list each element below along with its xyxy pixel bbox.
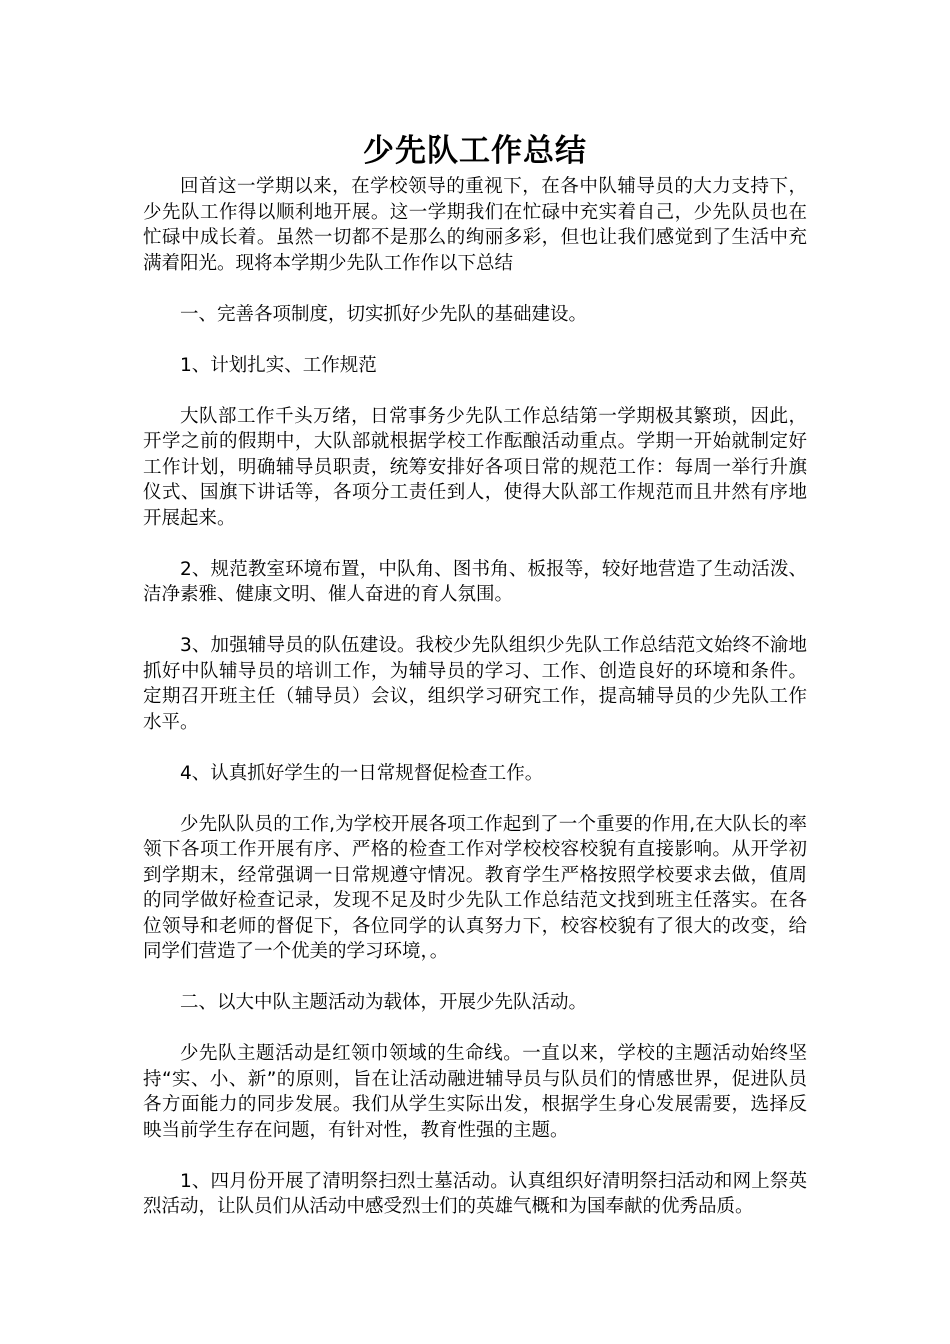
paragraph-spacer [143, 735, 807, 761]
section-heading-2: 二、以大中队主题活动为载体，开展少先队活动。 [180, 992, 588, 1013]
paragraph-spacer [143, 1016, 807, 1042]
section-heading-1: 一、完善各项制度，切实抓好少先队的基础建设。 [180, 303, 588, 325]
paragraph-intro: 回首这一学期以来，在学校领导的重视下，在各中队辅导员的大力支持下，少先队工作得以顺利地开展。这一学期我们在忙碌中充实着自己，少先队员也在忙碌中成长着。虽然一切都不是那么的绚丽多彩，但也让我们感觉到了生活中充满着阳光。现将本学期少先队工作作以下总结 [143, 176, 807, 274]
paragraph-spacer [143, 786, 807, 812]
paragraph-inspection: 少先队队员的工作,为学校开展各项工作起到了一个重要的作用,在大队长的率领下各项工作开展有序、严格的检查工作对学校校容校貌有直接影响。从开学初到学期末，经常强调一日常规遵守情况。教育学生严格按照学校要求去做，值周的同学做好检查记录，发现不足及时少先队工作总结范文找到班主任落实。在各位领导和老师的督促下，各位同学的认真努力下，校容校貌有了很大的改变，给同学们营造了一个优美的学习环境，。 [143, 813, 807, 962]
subheading-1-1: 1、计划扎实、工作规范 [180, 354, 377, 376]
paragraph-counselors: 3、加强辅导员的队伍建设。我校少先队组织少先队工作总结范文始终不渝地抓好中队辅导员的培训工作，为辅导员的学习、工作、创造良好的环境和条件。定期召开班主任（辅导员）会议，组织学习研究工作，提高辅导员的少先队工作水平。 [143, 635, 807, 733]
paragraph-spacer [143, 276, 807, 302]
paragraph-brigade-work: 大队部工作千头万绪，日常事务少先队工作总结第一学期极其繁琐，因此，开学之前的假期中，大队部就根据学校工作酝酿活动重点。学期一开始就制定好工作计划，明确辅导员职责，统筹安排好各项日常的规范工作：每周一举行升旗仪式、国旗下讲话等，各项分工责任到人，使得大队部工作规范而且井然有序地开展起来。 [143, 405, 807, 529]
paragraph-spacer [143, 378, 807, 404]
paragraph-spacer [143, 965, 807, 991]
paragraph-theme-activities: 少先队主题活动是红领巾领域的生命线。一直以来，学校的主题活动始终坚持“实、小、新”的原则，旨在让活动融进辅导员与队员们的情感世界，促进队员各方面能力的同步发展。我们从学生实际出发，根据学生身心发展需要，选择反映当前学生存在问题，有针对性，教育性强的主题。 [143, 1043, 807, 1141]
paragraph-qingming: 1、四月份开展了清明祭扫烈士墓活动。认真组织好清明祭扫活动和网上祭英烈活动，让队员们从活动中感受烈士们的英雄气概和为国奉献的优秀品质。 [143, 1170, 807, 1217]
paragraph-classroom: 2、规范教室环境布置，中队角、图书角、板报等，较好地营造了生动活泼、洁净素雅、健康文明、催人奋进的育人氛围。 [143, 558, 807, 605]
document-title: 少先队工作总结 [363, 133, 587, 169]
paragraph-spacer [143, 1143, 807, 1169]
subheading-1-4: 4、认真抓好学生的一日常规督促检查工作。 [180, 762, 544, 784]
paragraph-spacer [143, 608, 807, 634]
document-page [143, 128, 807, 1220]
paragraph-spacer [143, 327, 807, 353]
paragraph-spacer [143, 531, 807, 557]
